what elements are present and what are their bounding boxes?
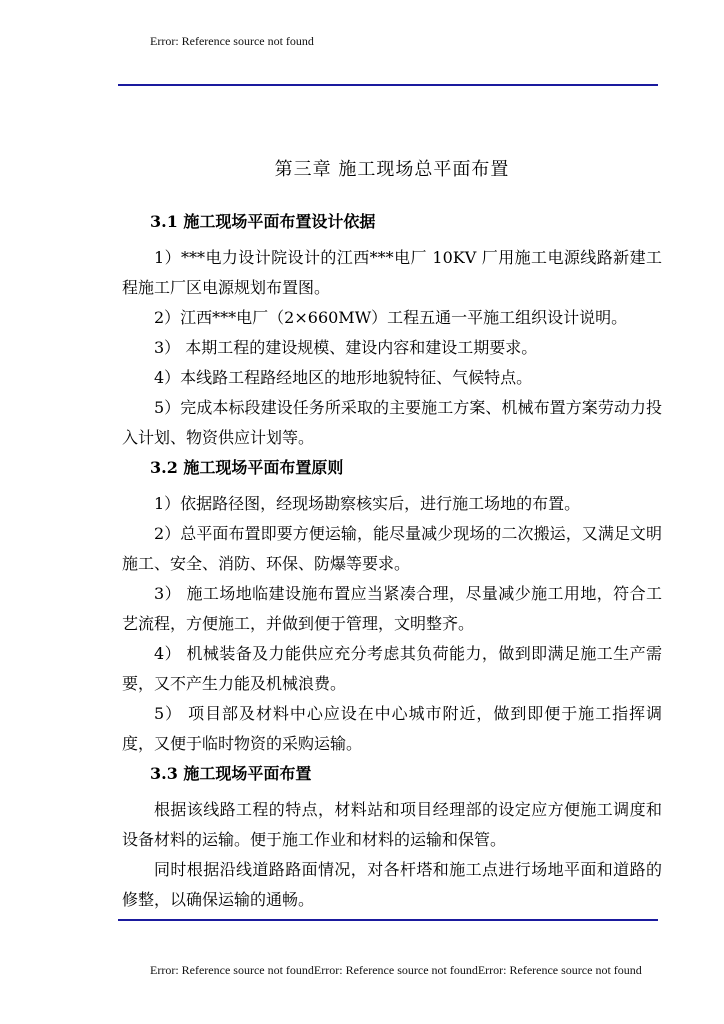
- paragraph: 1）依据路径图，经现场勘察核实后，进行施工场地的布置。: [154, 494, 581, 513]
- paragraph: 2）总平面布置即要方便运输，能尽量减少现场的二次搬运，又满足文明施工、安全、消防、环保、防爆等要求。: [122, 524, 662, 573]
- section-heading: 3.2 施工现场平面布置原则: [150, 458, 344, 477]
- paragraph: 4）本线路工程路经地区的地形地貌特征、气候特点。: [154, 368, 533, 387]
- paragraph: 根据该线路工程的特点，材料站和项目经理部的设定应方便施工调度和设备材料的运输。便于施工作业和材料的运输和保管。: [122, 800, 662, 849]
- footer-rule: [118, 919, 658, 921]
- paragraph: 3） 本期工程的建设规模、建设内容和建设工期要求。: [154, 338, 538, 357]
- paragraph: 5） 项目部及材料中心应设在中心城市附近，做到即便于施工指挥调度，又便于临时物资的采购运输。: [122, 704, 662, 753]
- section-heading: 3.1 施工现场平面布置设计依据: [150, 212, 376, 231]
- section-3-1: [122, 207, 662, 453]
- page-header: Error: Reference source not found: [150, 34, 314, 48]
- page-footer: Error: Reference source not foundError: Reference source not foundError: Reference source not found: [150, 963, 642, 977]
- paragraph: 2）江西***电厂（2×660MW）工程五通一平施工组织设计说明。: [154, 308, 628, 327]
- paragraph: 3） 施工场地临建设施布置应当紧凑合理，尽量减少施工用地，符合工艺流程，方便施工，并做到便于管理，文明整齐。: [122, 584, 662, 633]
- paragraph: 4） 机械装备及力能供应充分考虑其负荷能力，做到即满足施工生产需要，又不产生力能及机械浪费。: [122, 644, 662, 693]
- header-rule: [118, 84, 658, 86]
- section-3-2: [122, 453, 662, 759]
- section-3-3: [122, 759, 662, 915]
- section-heading: 3.3 施工现场平面布置: [150, 764, 312, 783]
- paragraph: 1）***电力设计院设计的江西***电厂 10KV 厂用施工电源线路新建工程施工厂区电源规划布置图。: [122, 248, 662, 297]
- paragraph: 5）完成本标段建设任务所采取的主要施工方案、机械布置方案劳动力投入计划、物资供应计划等。: [122, 398, 662, 447]
- paragraph: 同时根据沿线道路路面情况，对各杆塔和施工点进行场地平面和道路的修整，以确保运输的通畅。: [122, 860, 662, 909]
- chapter-title: 第三章 施工现场总平面布置: [274, 159, 510, 180]
- document-body: [122, 155, 662, 915]
